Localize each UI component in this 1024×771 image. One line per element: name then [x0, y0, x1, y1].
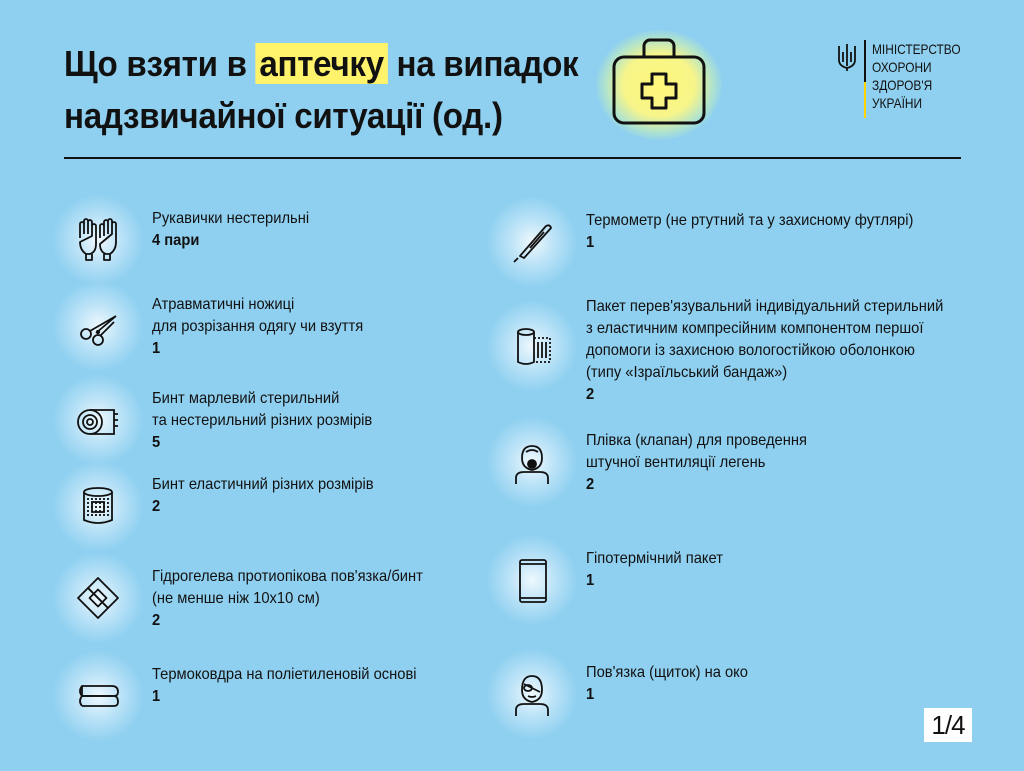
item-name: Пакет перев'язувальний індивідуальний стерильний з еластичним компресійним компонентом першої допомоги із захисною вологостійкою оболонкою (типу «Ізраїльський бандаж»)	[586, 298, 944, 381]
item-label	[586, 210, 954, 254]
item-name: Плівка (клапан) для проведення штучної вентиляції легень	[586, 432, 807, 471]
eye-patch-icon	[500, 662, 564, 726]
item-name: Атравматичні ножиці для розрізання одягу чи взуття	[152, 296, 364, 335]
item-label	[152, 474, 520, 518]
item-name: Гіпотермічний пакет	[586, 550, 723, 567]
title-line-1	[64, 38, 578, 90]
item-label	[152, 664, 520, 708]
item-quantity: 1	[152, 688, 161, 705]
gauze-roll-icon	[66, 388, 130, 452]
item-name: Гідрогелева протиопікова пов'язка/бинт (не менше ніж 10x10 см)	[152, 568, 423, 607]
item-quantity: 5	[152, 434, 161, 451]
ministry-name-line: МІНІСТЕРСТВО	[872, 41, 961, 57]
item-label	[152, 294, 520, 360]
ministry-logo	[836, 40, 976, 120]
title-line-2: надзвичайної ситуації (од.)	[64, 95, 503, 136]
item-quantity: 4 пари	[152, 232, 200, 249]
title-text-after: на випадок	[387, 43, 579, 84]
item-label	[586, 430, 954, 496]
item-name: Рукавички нестерильні	[152, 210, 310, 227]
item-quantity: 1	[586, 234, 595, 251]
item-name: Бинт еластичний різних розмірів	[152, 476, 374, 493]
item-quantity: 2	[586, 386, 595, 403]
title-text-before: Що взяти в	[64, 43, 256, 84]
elastic-bandage-icon	[66, 474, 130, 538]
first-aid-kit-illustration	[596, 30, 722, 140]
item-label	[586, 296, 954, 406]
item-quantity: 2	[152, 612, 161, 629]
logo-divider-accent	[864, 82, 866, 118]
first-aid-kit-icon	[596, 30, 722, 140]
trident-icon	[836, 42, 858, 72]
cold-pack-icon	[500, 548, 564, 612]
item-label	[586, 548, 954, 592]
ministry-name-line: ЗДОРОВ'Я	[872, 77, 933, 93]
page-indicator: 1/4	[924, 708, 972, 742]
item-quantity: 1	[152, 340, 161, 357]
item-label	[152, 566, 520, 632]
item-name: Пов'язка (щиток) на око	[586, 664, 748, 681]
gloves-icon	[66, 208, 130, 272]
thermal-blanket-icon	[66, 664, 130, 728]
title-highlight: аптечку	[256, 43, 388, 84]
item-name: Термометр (не ртутний та у захисному футлярі)	[586, 212, 914, 229]
item-label	[586, 662, 954, 706]
ministry-name-line: УКРАЇНИ	[872, 95, 923, 111]
ministry-name-line: ОХОРОНИ	[872, 59, 932, 75]
cpr-mask-icon	[500, 430, 564, 494]
item-name: Бинт марлевий стерильний та нестерильний різних розмірів	[152, 390, 373, 429]
israeli-bandage-icon	[500, 314, 564, 378]
item-quantity: 2	[586, 476, 595, 493]
thermometer-icon	[500, 210, 564, 274]
item-quantity: 2	[152, 498, 161, 515]
hydrogel-dressing-icon	[66, 566, 130, 630]
header-rule	[64, 157, 961, 159]
scissors-icon	[66, 294, 130, 358]
ministry-name	[872, 40, 961, 112]
item-label	[152, 208, 520, 252]
item-quantity: 1	[586, 572, 595, 589]
item-name: Термоковдра на поліетиленовій основі	[152, 666, 417, 683]
page-title	[64, 38, 578, 142]
item-quantity: 1	[586, 686, 595, 703]
item-label	[152, 388, 520, 454]
